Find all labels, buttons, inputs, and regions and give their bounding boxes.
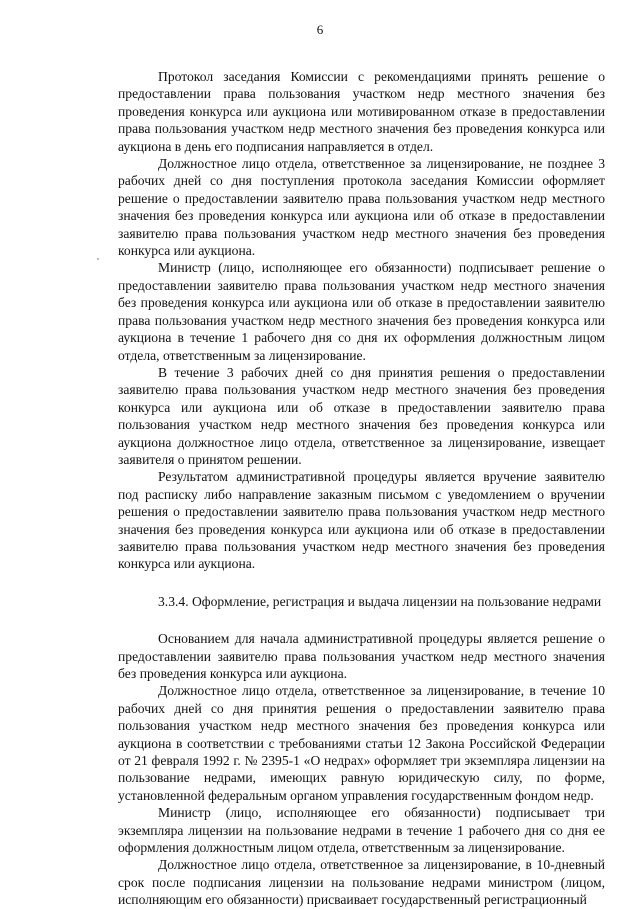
paragraph-procedure-result: Результатом административной процедуры является вручение заявителю под расписку либо направление заказным письмом с уведомлением о вручении решения о предоставлении заявителю права пользования участком недр местного значения без проведения конкурса или аукциона или об отказе в предоставлении заявителю права пользования участком недр местного значения без проведения конкурса или аукциона. <box>118 469 605 572</box>
page-number: 6 <box>316 22 324 37</box>
paragraph-license-drafting: Должностное лицо отдела, ответственное за лицензирование, в течение 10 рабочих дней со дня принятия решения о предоставлении заявителю права пользования участком недр местного значения без проведения конкурса или аукциона в соответствии с требованиями статьи 12 Закона Российской Федерации от 21 февраля 1992 г. № 2395-1 «О недрах» оформляет три экземпляра лицензии на пользование недрами, имеющих равную юридическую силу, по форме, установленной федеральным органом управления государственным фондом недр. <box>118 683 605 803</box>
document-body <box>118 68 605 909</box>
section-heading: 3.3.4. Оформление, регистрация и выдача лицензии на пользование недрами <box>158 593 602 609</box>
paragraph-procedure-basis: Основанием для начала административной процедуры является решение о предоставлении заявителю права пользования участком недр местного значения без проведения конкурса или аукциона. <box>118 631 605 681</box>
paragraph-minister-signs-license: Министр (лицо, исполняющее его обязанности) подписывает три экземпляра лицензии на пользование недрами в течение 1 рабочего дня со дня ее оформления должностным лицом отдела, ответственным за лицензирование. <box>118 805 605 856</box>
paragraph-protocol: Протокол заседания Комиссии с рекомендациями принять решение о предоставлении права пользования участком недр местного значения без проведения конкурса или аукциона или мотивированном отказе в предоставлении права пользования участком недр местного значения без проведения конкурса или аукциона в день его подписания направляется в отдел. <box>118 69 605 154</box>
paragraph-minister-signs-decision: Министр (лицо, исполняющее его обязанности) подписывает решение о предоставлении заявителю права пользования участком недр местного значения без проведения конкурса или аукциона или об отказе в предоставлении заявителю права пользования участком недр местного значения без проведения конкурса или аукциона в течение 1 рабочего дня со дня их оформления должностным лицом отдела, ответственным за лицензирование. <box>118 260 605 363</box>
paragraph-decision-drafting: Должностное лицо отдела, ответственное за лицензирование, не позднее 3 рабочих дней со дня поступления протокола заседания Комиссии оформляет решение о предоставлении заявителю права пользования участком недр местного значения без проведения конкурса или аукциона или об отказе в предоставлении заявителю права пользования участком недр местного значения без проведения конкурса или аукциона. <box>118 156 605 259</box>
paragraph-license-registration: Должностное лицо отдела, ответственное за лицензирование, в 10-дневный срок после подписания лицензии на пользование недрами министром (лицом, исполняющим его обязанности) присваивает государственный регистрационный <box>118 857 605 908</box>
margin-mark <box>97 258 99 260</box>
paragraph-applicant-notification: В течение 3 рабочих дней со дня принятия решения о предоставлении заявителю права пользования участком недр местного значения без проведения конкурса или аукциона или об отказе в предоставлении заявителю права пользования участком недр местного значения без проведения конкурса или аукциона должностное лицо отдела, ответственное за лицензирование, извещает заявителя о принятом решении. <box>118 364 605 467</box>
